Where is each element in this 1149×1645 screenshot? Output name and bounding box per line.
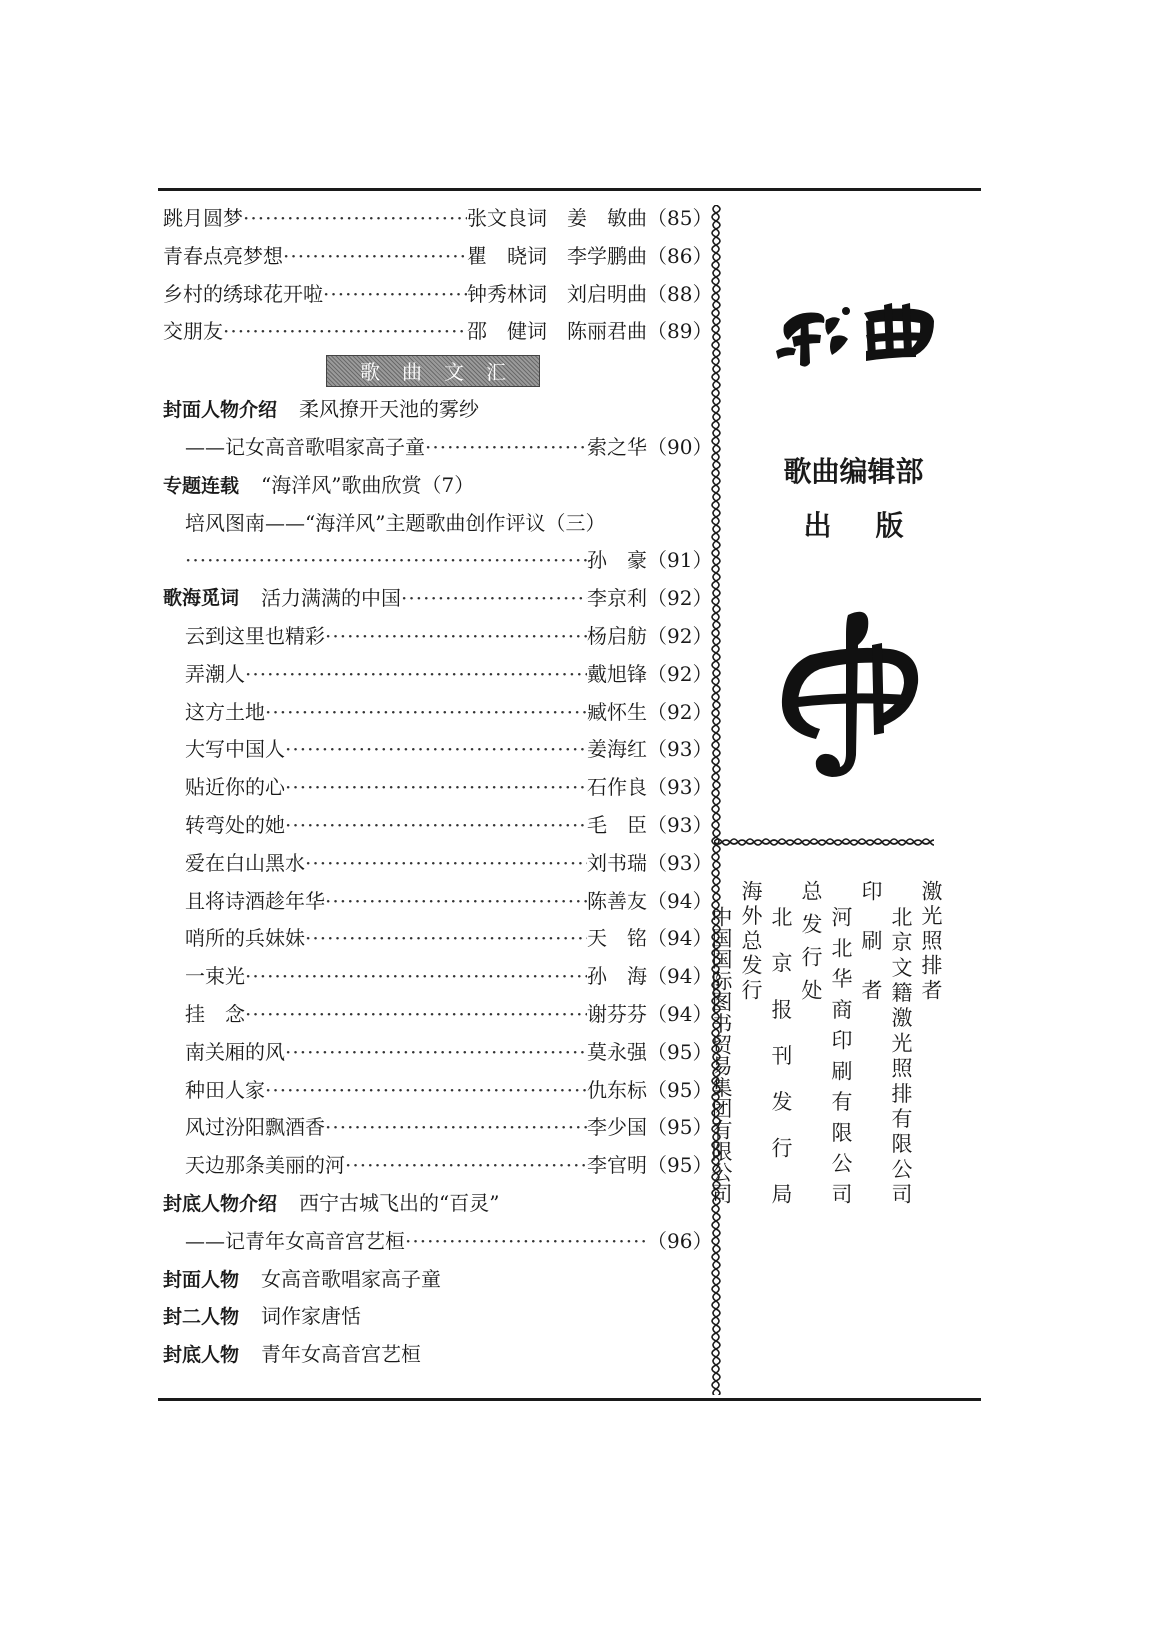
dot-leader <box>285 769 587 807</box>
entry-title: 挂 念 <box>185 1001 245 1026</box>
entry-author: 戴旭锋 <box>587 661 647 686</box>
masthead-panel <box>709 190 981 1395</box>
toc-row-lyric[interactable] <box>163 920 713 958</box>
entry-author: 李少国 <box>587 1115 647 1140</box>
credit-label: 海外总发行 <box>739 880 763 1000</box>
dot-leader <box>405 1223 647 1261</box>
credit-label: 激光照排者 <box>919 880 943 1000</box>
entry-author: 姜海红 <box>587 737 647 762</box>
entry-page: （92） <box>647 699 713 724</box>
toc-row-lyric[interactable] <box>163 731 713 769</box>
entry-title: 哨所的兵妹妹 <box>185 926 305 951</box>
toc-row-lyrics-first[interactable] <box>163 580 713 618</box>
entry-page: （94） <box>647 926 713 951</box>
entry-title: 柔风撩开天池的雾纱 <box>299 397 480 422</box>
entry-title: 西宁古城飞出的“百灵” <box>299 1190 500 1215</box>
entry-page: （89） <box>647 319 713 344</box>
entry-page: （92） <box>647 586 713 611</box>
entry-page: （95） <box>647 1077 713 1102</box>
category-label: 封面人物介绍 <box>163 399 278 422</box>
entry-title: 青春点亮梦想 <box>163 243 283 268</box>
dot-leader <box>245 996 587 1034</box>
entry-page: （93） <box>647 812 713 837</box>
category-label: 封二人物 <box>163 1306 240 1329</box>
cover-person-row <box>163 1298 703 1336</box>
credit-distributor <box>766 880 826 1540</box>
dot-leader <box>245 958 587 996</box>
entry-page: （92） <box>647 623 713 648</box>
entry-title: 且将诗酒趁年华 <box>185 888 325 913</box>
magazine-calligraphy-logo <box>766 285 946 375</box>
category-label: 专题连载 <box>163 474 240 497</box>
toc-row-lyric[interactable] <box>163 845 713 883</box>
toc-row-lyric[interactable] <box>163 769 713 807</box>
entry-page: （86） <box>647 243 713 268</box>
cover-person-text: 青年女高音宫艺桓 <box>261 1342 422 1367</box>
entry-title: 南关厢的风 <box>185 1039 285 1064</box>
ornamental-horizontal-divider <box>714 835 934 849</box>
entry-author: 孙 豪 <box>587 548 647 573</box>
entry-title: 种田人家 <box>185 1077 265 1102</box>
toc-row-lyric[interactable] <box>163 656 713 694</box>
entry-page: （95） <box>647 1115 713 1140</box>
toc-row-lyric[interactable] <box>163 694 713 732</box>
entry-credit: 邵 健词 陈丽君曲 <box>467 319 647 344</box>
dot-leader <box>245 656 587 694</box>
toc-row-serial-author[interactable] <box>163 542 713 580</box>
entry-author: 石作良 <box>587 775 647 800</box>
entry-author: 陈善友 <box>587 888 647 913</box>
entry-author: 臧怀生 <box>587 699 647 724</box>
dot-leader <box>325 883 587 921</box>
toc-row-cover-intro[interactable] <box>163 391 703 429</box>
dot-leader <box>425 429 587 467</box>
entry-title: 一束光 <box>185 964 245 989</box>
toc-row-lyric[interactable] <box>163 1034 713 1072</box>
toc-row-back-intro-sub[interactable] <box>163 1223 713 1261</box>
entry-page: （91） <box>647 548 713 573</box>
entry-author: 毛 臣 <box>587 812 647 837</box>
toc-row-song[interactable] <box>163 276 713 314</box>
dot-leader <box>401 580 587 618</box>
entry-page: （90） <box>647 434 713 459</box>
cover-person-text: 女高音歌唱家高子童 <box>261 1266 442 1291</box>
category-label: 歌海觅词 <box>163 587 240 610</box>
dot-leader <box>323 276 467 314</box>
dot-leader <box>305 845 587 883</box>
dot-leader <box>265 1072 587 1110</box>
dot-leader <box>185 542 587 580</box>
toc-row-lyric[interactable] <box>163 1072 713 1110</box>
toc-row-song[interactable] <box>163 313 713 351</box>
category-label: 封底人物介绍 <box>163 1192 278 1215</box>
table-of-contents <box>163 200 713 1374</box>
credit-overseas-distributor <box>706 880 766 1540</box>
entry-title: 弄潮人 <box>185 661 245 686</box>
section-header-wrap <box>163 351 703 391</box>
section-header: 歌曲文汇 <box>326 355 540 387</box>
credit-printer <box>826 880 886 1540</box>
toc-row-lyric[interactable] <box>163 807 713 845</box>
credit-value: 河北华商印刷有限公司 <box>829 906 853 1204</box>
entry-title: 风过汾阳飘酒香 <box>185 1115 325 1140</box>
entry-page: （93） <box>647 775 713 800</box>
entry-author: 杨启舫 <box>587 623 647 648</box>
toc-row-song[interactable] <box>163 200 713 238</box>
entry-page: （94） <box>647 964 713 989</box>
entry-subtitle: ——记青年女高音宫艺桓 <box>185 1228 405 1253</box>
entry-title: 爱在白山黑水 <box>185 850 305 875</box>
entry-page: （96） <box>647 1228 713 1253</box>
toc-row-lyric[interactable] <box>163 1147 713 1185</box>
toc-row-serial[interactable] <box>163 467 703 505</box>
entry-title: “海洋风”歌曲欣赏（7） <box>261 472 475 497</box>
entry-title: 天边那条美丽的河 <box>185 1153 345 1178</box>
entry-title: 乡村的绣球花开啦 <box>163 281 323 306</box>
dot-leader <box>285 731 587 769</box>
entry-subtitle: ——记女高音歌唱家高子童 <box>185 434 425 459</box>
credit-value: 中国国际图书贸易集团有限公司 <box>709 906 733 1204</box>
toc-row-serial-sub[interactable] <box>163 505 703 543</box>
dot-leader <box>285 1034 587 1072</box>
lyric-list <box>163 618 713 1185</box>
entry-title: 贴近你的心 <box>185 775 285 800</box>
cover-person-row <box>163 1336 703 1374</box>
cover-person-text: 词作家唐恬 <box>261 1304 362 1329</box>
entry-title: 转弯处的她 <box>185 812 285 837</box>
toc-row-lyric[interactable] <box>163 1109 713 1147</box>
dot-leader <box>243 200 467 238</box>
entry-title: 交朋友 <box>163 319 223 344</box>
entry-page: （95） <box>647 1039 713 1064</box>
category-label: 封底人物 <box>163 1344 240 1367</box>
entry-author: 李京利 <box>587 586 647 611</box>
credit-value: 北京报刊发行局 <box>769 906 793 1204</box>
entry-page: （85） <box>647 206 713 230</box>
entry-credit: 瞿 晓词 李学鹏曲 <box>467 243 647 268</box>
entry-author: 刘书瑞 <box>587 850 647 875</box>
toc-row-song[interactable] <box>163 238 713 276</box>
dot-leader <box>285 807 587 845</box>
publisher-action: 出版 <box>803 509 948 542</box>
entry-subtitle: 培风图南——“海洋风”主题歌曲创作评议（三） <box>185 510 606 535</box>
dot-leader <box>305 920 587 958</box>
entry-page: （93） <box>647 737 713 762</box>
entry-credit: 钟秀林词 刘启明曲 <box>467 281 647 306</box>
cover-person-row <box>163 1261 703 1299</box>
publisher-name: 歌曲编辑部 <box>783 455 924 488</box>
entry-page: （88） <box>647 281 713 306</box>
entry-credit: 张文良词 姜 敏曲 <box>467 206 647 230</box>
entry-author: 莫永强 <box>587 1039 647 1064</box>
entry-title: 活力满满的中国 <box>261 586 402 611</box>
entry-author: 李官明 <box>587 1153 647 1178</box>
credit-label: 总发行处 <box>799 880 823 1000</box>
toc-row-lyric[interactable] <box>163 618 713 656</box>
entry-page: （94） <box>647 888 713 913</box>
publication-credits <box>709 880 966 1540</box>
dot-leader <box>345 1147 587 1185</box>
entry-author: 天 铭 <box>587 926 647 951</box>
entry-title: 这方土地 <box>185 699 265 724</box>
credit-typesetter <box>886 880 946 1540</box>
toc-row-cover-intro-sub[interactable] <box>163 429 713 467</box>
entry-page: （95） <box>647 1153 713 1178</box>
credit-label: 印 刷 者 <box>859 880 883 1000</box>
toc-row-lyric[interactable] <box>163 958 713 996</box>
entry-title: 云到这里也精彩 <box>185 623 325 648</box>
dot-leader <box>223 313 467 351</box>
entry-author: 谢芬芬 <box>587 1001 647 1026</box>
entry-title: 跳月圆梦 <box>163 206 243 230</box>
toc-row-lyric[interactable] <box>163 996 713 1034</box>
dot-leader <box>325 1109 587 1147</box>
toc-row-lyric[interactable] <box>163 883 713 921</box>
dot-leader <box>283 238 467 276</box>
entry-page: （93） <box>647 850 713 875</box>
credit-value: 北京文籍激光照排有限公司 <box>889 906 913 1204</box>
publisher-block <box>726 445 981 553</box>
dot-leader <box>265 694 587 732</box>
entry-author: 索之华 <box>587 434 647 459</box>
entry-author: 仇东标 <box>587 1077 647 1102</box>
entry-title: 大写中国人 <box>185 737 285 762</box>
music-clef-logo <box>770 605 925 785</box>
entry-page: （92） <box>647 661 713 686</box>
category-label: 封面人物 <box>163 1268 240 1291</box>
entry-author: 孙 海 <box>587 964 647 989</box>
toc-row-back-intro[interactable] <box>163 1185 703 1223</box>
entry-page: （94） <box>647 1001 713 1026</box>
dot-leader <box>325 618 587 656</box>
